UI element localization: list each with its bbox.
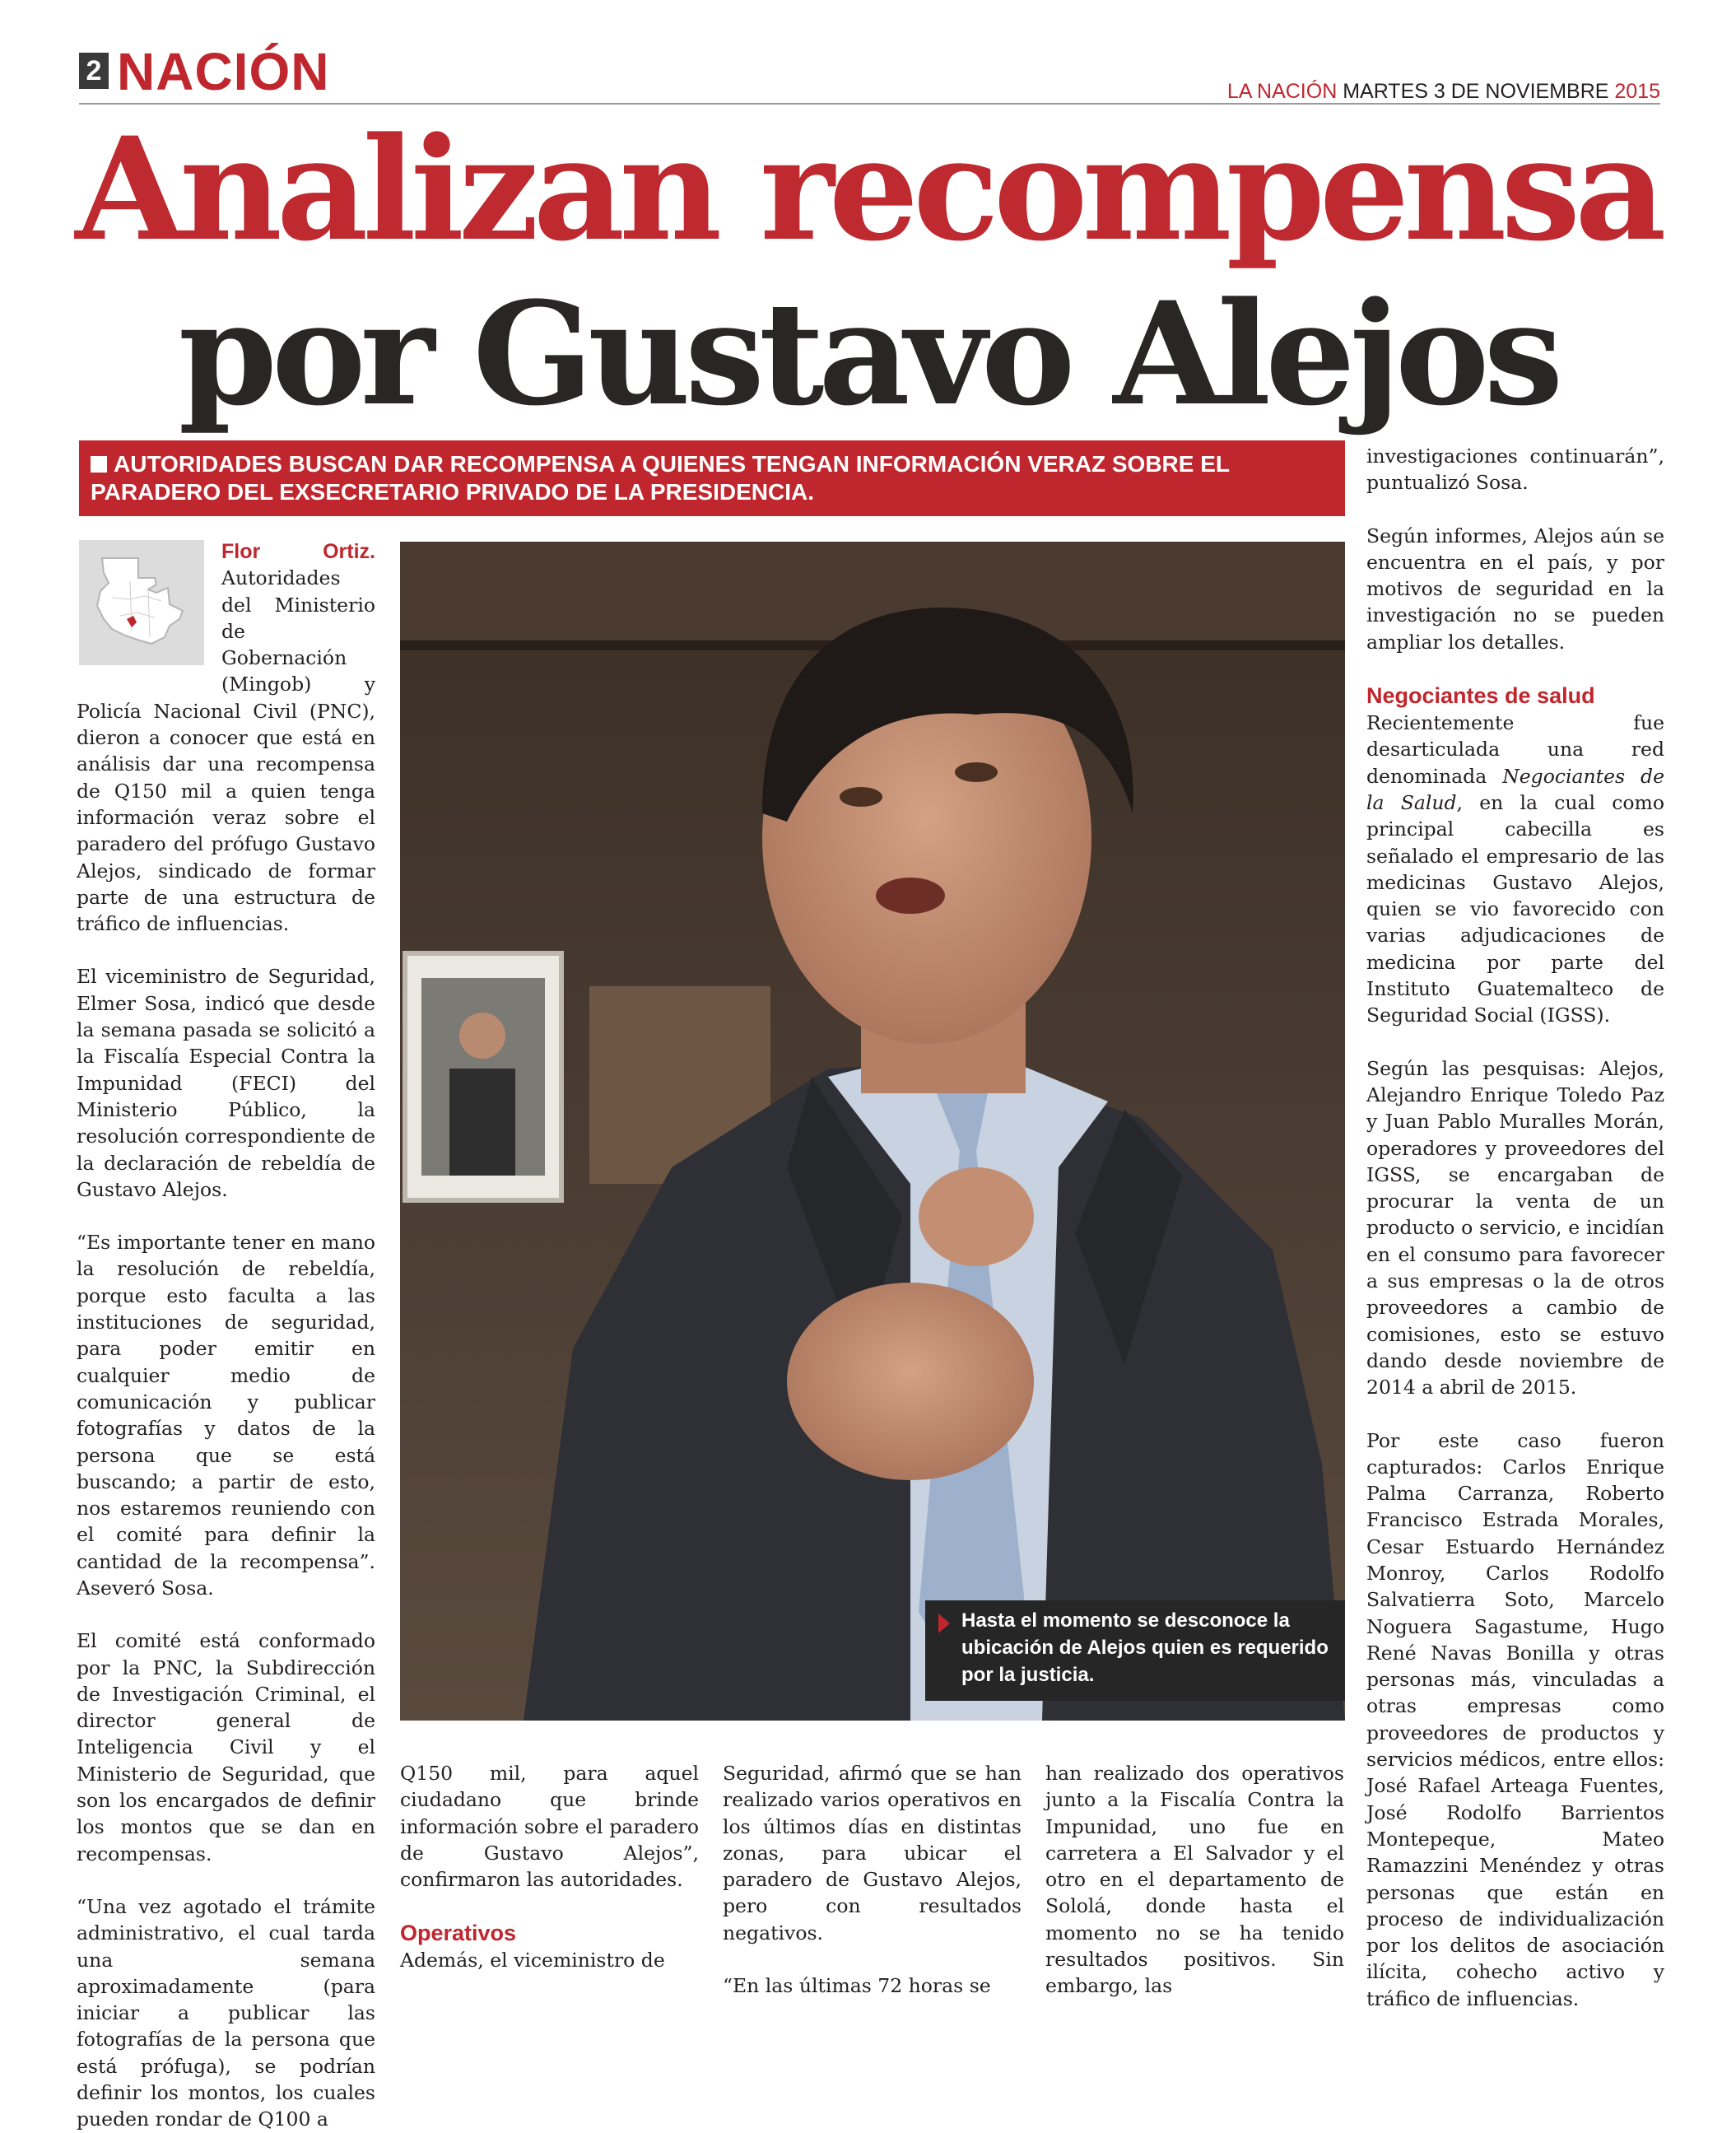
paragraph: El viceministro de Seguridad, Elmer Sosa, indicó que desde la semana pasada se solicitó a la Fiscalía Especial Contra la Impunidad (FECI) del Ministerio Público, la resolución correspondiente de la declaración de rebeldía de Gustavo Alejos. [77, 965, 375, 1201]
paragraph: “Es importante tener en mano la resolución de rebeldía, porque esto faculta a las instituciones de seguridad, para poder emitir en cualquier medio de comunicación y publicar fotografías y datos de la persona que se está buscando; a partir de esto, nos estaremos reuniendo con el comité para definir la cantidad de la recompensa”. Aseveró Sosa. [77, 1231, 375, 1600]
paragraph: El comité está conformado por la PNC, la Subdirección de Investigación Criminal, el director general de Inteligencia Civil y el Ministerio de Seguridad, que son los encargados de definir los montos que se dan en recompensas. [77, 1629, 375, 1865]
article-column-5 [1366, 443, 1664, 2012]
photo-caption [925, 1600, 1345, 1701]
guatemala-map-icon [79, 540, 204, 665]
headline-line-2: por Gustavo Alejos [178, 270, 1558, 437]
paper-name: LA NACIÓN [1226, 80, 1338, 103]
issue-year: 2015 [1614, 80, 1660, 103]
paragraph [1366, 710, 1664, 1029]
article-column-3 [723, 1760, 1022, 1999]
paragraph: Además, el viceministro de [400, 1949, 665, 1972]
network-name: Negociantes de la Salud [1366, 764, 1664, 814]
subheading-operativos: Operativos [400, 1921, 517, 1946]
caption-text: Hasta el momento se desconoce la ubicación de Alejos quien es requerido por la justicia. [961, 1609, 1329, 1686]
lead-banner [79, 440, 1345, 516]
paragraph: Por este caso fueron capturados: Carlos Enrique Palma Carranza, Roberto Francisco Estrada Morales, Cesar Estuardo Hernández Monroy, Carlos Rodolfo Salvatierra Soto, Marcelo Noguera Sagastume, Hugo René Navas Bonilla y otras personas más, vinculadas a otras empresas como proveedores de productos y servicios médicos, entre ellos: José Rafael Arteaga Fuentes, José Rodolfo Barrientos Montepeque, Mateo Ramazzini Menéndez y otras personas que están en proceso de individualización por los delitos de asociación ilícita, cohecho activo y tráfico de influencias. [1366, 1428, 1664, 2010]
caption-arrow-icon [938, 1614, 950, 1633]
lead-text: AUTORIDADES BUSCAN DAR RECOMPENSA A QUIENES TENGAN INFORMACIÓN VERAZ SOBRE EL PARADERO DEL EXSECRETARIO PRIVADO DE LA PRESIDENCIA. [91, 451, 1230, 505]
paragraph: Q150 mil, para aquel ciudadano que brinde información sobre el paradero de Gustavo Alejos”, confirmaron las autoridades. [400, 1762, 699, 1892]
paragraph: Según informes, Alejos aún se encuentra en el país, y por motivos de seguridad en la investigación no se pueden ampliar los detalles. [1366, 524, 1664, 654]
byline: Flor Ortiz. [221, 540, 375, 563]
paragraph-text: , en la cual como principal cabecilla es señalado el empresario de las medicinas Gustavo Alejos, quien se vio favorecido con varias adjudicaciones de medicina por parte del Instituto Guatemalteco de Seguridad Social (IGSS). [1366, 790, 1664, 1027]
article-column-4 [1045, 1760, 1344, 2000]
header-rule [79, 103, 1660, 105]
bullet-square-icon [91, 456, 107, 473]
headline-line-1: Analizan recompensa [75, 105, 1661, 272]
paragraph: Seguridad, afirmó que se han realizado varios operativos en los últimos días en distintas zonas, para ubicar el paradero de Gustavo Alejos, pero con resultados negativos. [723, 1762, 1022, 1944]
paragraph: Según las pesquisas: Alejos, Alejandro Enrique Toledo Paz y Juan Pablo Muralles Morán, operadores y proveedores del IGSS, se encargaban de procurar la venta de un producto o servicio, e incidían en el consumo para favorecer a sus empresas o la de otros proveedores a cambio de comisiones, esto se estuvo dando desde noviembre de 2014 a abril de 2015. [1366, 1056, 1664, 1399]
issue-date: MARTES 3 DE NOVIEMBRE [1343, 80, 1609, 103]
paragraph: “Una vez agotado el trámite administrativo, el cual tarda una semana aproximadamente (para iniciar a publicar las fotografías de la persona que está prófuga), se podrían definir los montos, los cuales pueden rondar de Q100 a [77, 1894, 375, 2131]
masthead [1227, 79, 1660, 104]
paragraph: “En las últimas 72 horas se [723, 1974, 991, 1998]
article-column-2 [400, 1760, 699, 1974]
section-title: NACIÓN [117, 42, 330, 101]
article-photo [400, 542, 1345, 1721]
paragraph-text: Recientemente fue desarticulada una red denominada [1366, 711, 1664, 788]
paragraph: Autoridades del Ministerio de Gobernación (Mingob) y Policía Nacional Civil (PNC), dieron a conocer que está en análisis dar una recompensa de Q150 mil a quien tenga información veraz sobre el paradero del prófugo Gustavo Alejos, sindicado de formar parte de una estructura de tráfico de influencias. [77, 566, 375, 936]
paragraph: han realizado dos operativos junto a la Fiscalía Contra la Impunidad, uno fue en carretera a El Salvador y el otro en el departamento de Sololá, donde hasta el momento no se ha tenido resultados positivos. Sin embargo, las [1045, 1762, 1344, 1998]
article-column-1 [77, 538, 375, 2133]
subheading-negociantes: Negociantes de salud [1366, 683, 1595, 709]
paragraph: investigaciones continuarán”, puntualizó Sosa. [1366, 445, 1664, 495]
page-number: 2 [79, 53, 109, 89]
